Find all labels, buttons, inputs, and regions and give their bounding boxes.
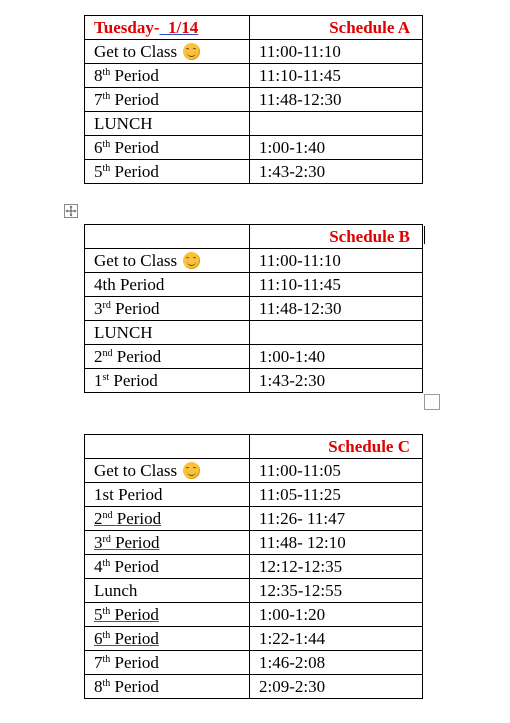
table-row (85, 627, 423, 651)
period-label (94, 347, 161, 366)
period-label (94, 677, 159, 696)
period-label (94, 557, 159, 576)
period-label (94, 66, 159, 85)
period-word: Period (114, 605, 159, 624)
table-row (85, 64, 423, 88)
time-cell[interactable]: 1:43-2:30 (250, 160, 423, 184)
time-cell[interactable]: 11:10-11:45 (250, 64, 423, 88)
period-label (94, 605, 159, 624)
period-label (94, 629, 159, 648)
period-ordinal-suffix: st (102, 372, 110, 383)
period-label: Get to Class (94, 42, 178, 61)
table-row (85, 321, 423, 345)
period-cell[interactable] (85, 483, 250, 507)
period-ordinal-suffix: th (102, 654, 111, 665)
period-ordinal-suffix: th (102, 678, 111, 689)
period-cell[interactable] (85, 345, 250, 369)
period-number: 6 (94, 138, 103, 157)
time-cell[interactable]: 11:00-11:05 (250, 459, 423, 483)
period-cell[interactable] (85, 459, 250, 483)
period-cell[interactable] (85, 675, 250, 699)
period-ordinal-suffix: th (102, 139, 111, 150)
period-number: 2 (94, 509, 103, 528)
period-word: Period (115, 299, 160, 318)
period-label: Get to Class (94, 251, 178, 270)
period-label: Lunch (94, 581, 138, 600)
table-row (85, 345, 423, 369)
time-cell[interactable]: 11:00-11:10 (250, 249, 423, 273)
time-cell[interactable]: 11:00-11:10 (250, 40, 423, 64)
time-cell[interactable]: 11:48-12:30 (250, 297, 423, 321)
table-row (85, 459, 423, 483)
period-number: 7 (94, 653, 103, 672)
period-ordinal-suffix: nd (102, 348, 113, 359)
period-cell[interactable] (85, 249, 250, 273)
period-number: 8 (94, 677, 103, 696)
table-row (85, 112, 423, 136)
period-ordinal-suffix: rd (102, 534, 111, 545)
period-cell[interactable] (85, 64, 250, 88)
schedule-b-blank-cell[interactable] (85, 225, 250, 249)
time-cell[interactable]: 12:35-12:55 (250, 579, 423, 603)
schedule-b-table (84, 224, 423, 393)
smiling-face-emoji-icon (183, 252, 200, 269)
period-number: 1 (94, 371, 103, 390)
table-row (85, 369, 423, 393)
time-cell[interactable]: 1:43-2:30 (250, 369, 423, 393)
time-cell[interactable] (250, 112, 423, 136)
period-ordinal-suffix: th (102, 67, 111, 78)
time-cell[interactable]: 1:00-1:20 (250, 603, 423, 627)
period-cell[interactable] (85, 273, 250, 297)
period-number: 2 (94, 347, 103, 366)
table-row (85, 531, 423, 555)
schedule-a-title[interactable]: Schedule A (250, 16, 423, 40)
schedule-c-table (84, 434, 423, 699)
table-row (85, 249, 423, 273)
time-cell[interactable]: 11:10-11:45 (250, 273, 423, 297)
table-row (85, 603, 423, 627)
period-label (94, 509, 161, 528)
table-row (85, 297, 423, 321)
time-cell[interactable]: 12:12-12:35 (250, 555, 423, 579)
period-number: 5 (94, 605, 103, 624)
table-row (85, 675, 423, 699)
time-cell[interactable]: 11:48-12:30 (250, 88, 423, 112)
period-cell[interactable] (85, 507, 250, 531)
table-row (85, 136, 423, 160)
schedule-a-date-cell[interactable] (85, 16, 250, 40)
period-number: 3 (94, 533, 103, 552)
text-cursor (424, 226, 425, 244)
period-cell[interactable] (85, 40, 250, 64)
period-word: Period (115, 533, 160, 552)
period-cell[interactable] (85, 531, 250, 555)
period-cell[interactable] (85, 603, 250, 627)
period-word: Period (116, 347, 162, 366)
period-number: 7 (94, 90, 103, 109)
period-cell[interactable] (85, 651, 250, 675)
period-label (94, 162, 159, 181)
period-word: Period (113, 371, 158, 390)
period-label (94, 299, 159, 318)
period-label: LUNCH (94, 114, 153, 133)
table-row (85, 651, 423, 675)
period-cell[interactable] (85, 627, 250, 651)
time-cell[interactable]: 1:00-1:40 (250, 136, 423, 160)
smiling-face-emoji-icon (183, 43, 200, 60)
table-row (85, 507, 423, 531)
period-label: 4th Period (94, 275, 165, 294)
time-cell[interactable]: 11:05-11:25 (250, 483, 423, 507)
period-cell[interactable] (85, 579, 250, 603)
period-ordinal-suffix: th (102, 163, 111, 174)
time-cell[interactable]: 1:00-1:40 (250, 345, 423, 369)
period-word: Period (114, 677, 159, 696)
period-label: Get to Class (94, 461, 178, 480)
schedule-c-header-row (85, 435, 423, 459)
period-word: Period (114, 162, 159, 181)
schedule-b-title[interactable]: Schedule B (250, 225, 423, 249)
period-label: LUNCH (94, 323, 153, 342)
period-number: 3 (94, 299, 103, 318)
period-word: Period (114, 66, 159, 85)
period-label: 1st Period (94, 485, 163, 504)
period-number: 4 (94, 557, 103, 576)
table-row (85, 555, 423, 579)
table-move-handle-icon[interactable] (64, 204, 78, 218)
period-word: Period (114, 629, 159, 648)
table-resize-handle-icon[interactable] (424, 394, 440, 410)
time-cell[interactable] (250, 321, 423, 345)
period-cell[interactable] (85, 321, 250, 345)
table-row (85, 40, 423, 64)
period-cell[interactable] (85, 555, 250, 579)
period-number: 8 (94, 66, 103, 85)
period-number: 5 (94, 162, 103, 181)
period-ordinal-suffix: rd (102, 300, 111, 311)
schedule-a-table (84, 15, 423, 184)
table-row (85, 273, 423, 297)
period-cell[interactable] (85, 112, 250, 136)
date-label: 1/14 (168, 18, 199, 37)
period-cell[interactable] (85, 369, 250, 393)
table-row (85, 483, 423, 507)
period-ordinal-suffix: th (102, 558, 111, 569)
period-word: Period (114, 90, 159, 109)
period-cell[interactable] (85, 136, 250, 160)
time-cell[interactable]: 2:09-2:30 (250, 675, 423, 699)
table-row (85, 88, 423, 112)
smiling-face-emoji-icon (183, 462, 200, 479)
period-cell[interactable] (85, 160, 250, 184)
day-label: Tuesday- (94, 18, 160, 37)
schedule-c-blank-cell[interactable] (85, 435, 250, 459)
period-ordinal-suffix: th (102, 606, 111, 617)
table-row (85, 579, 423, 603)
time-cell[interactable]: 1:22-1:44 (250, 627, 423, 651)
period-word: Period (116, 509, 162, 528)
period-label (94, 371, 158, 390)
schedule-c-title[interactable]: Schedule C (250, 435, 423, 459)
schedule-c-body (85, 435, 423, 699)
period-word: Period (114, 653, 159, 672)
period-word: Period (114, 138, 159, 157)
schedule-a-header-row (85, 16, 423, 40)
schedule-b-header-row (85, 225, 423, 249)
period-ordinal-suffix: th (102, 91, 111, 102)
time-cell[interactable]: 1:46-2:08 (250, 651, 423, 675)
period-label (94, 533, 159, 552)
period-cell[interactable] (85, 297, 250, 321)
period-label (94, 653, 159, 672)
period-label (94, 90, 159, 109)
period-ordinal-suffix: nd (102, 510, 113, 521)
period-ordinal-suffix: th (102, 630, 111, 641)
time-cell[interactable]: 11:26- 11:47 (250, 507, 423, 531)
period-cell[interactable] (85, 88, 250, 112)
time-cell[interactable]: 11:48- 12:10 (250, 531, 423, 555)
period-word: Period (114, 557, 159, 576)
schedule-b-body (85, 225, 423, 393)
schedule-a-body (85, 16, 423, 184)
period-number: 6 (94, 629, 103, 648)
period-label (94, 138, 159, 157)
table-row (85, 160, 423, 184)
